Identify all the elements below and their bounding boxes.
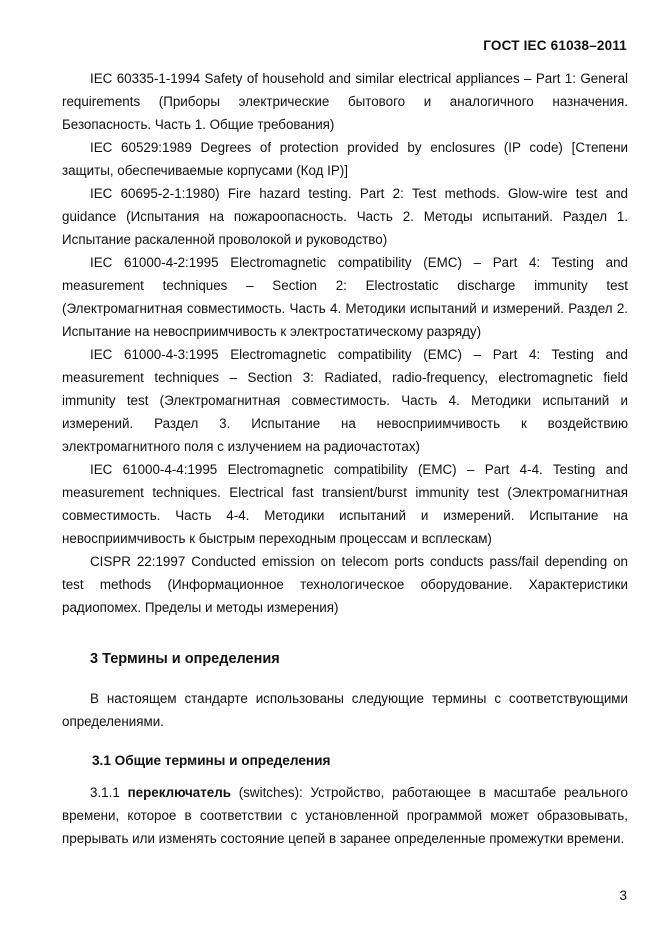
section-intro: В настоящем стандарте использованы следующие термины с соответствующими определениями. [62, 691, 628, 729]
term-number: 3.1.1 [90, 785, 128, 800]
page-number: 3 [619, 888, 627, 903]
document-body [62, 67, 628, 850]
document-header: ГОСТ IEC 61038–2011 [483, 38, 627, 53]
term-definition-text: (switches): Устройство, работающее в масштабе реального времени, которое в соответствии с установленной программой может образовывать, прерывать или изменять состояние цепей в заранее определенные промежутки времени. [62, 785, 628, 846]
reference-iec-60529: IEC 60529:1989 Degrees of protection provided by enclosures (IP code) [Степени защиты, обеспечиваемые корпусами (Код IP)] [62, 140, 628, 178]
reference-iec-60335: IEC 60335-1-1994 Safety of household and similar electrical appliances – Part 1: General requirements (Приборы электрические бытового и аналогичного назначения. Безопасность. Часть 1. Общие требования) [62, 71, 628, 132]
term-name: переключатель [127, 785, 231, 800]
reference-cispr-22: CISPR 22:1997 Conducted emission on telecom ports conducts pass/fail depending on test methods (Информационное технологическое оборудование. Характеристики радиопомех. Пределы и методы измерения) [62, 554, 628, 615]
reference-iec-61000-4-2: IEC 61000-4-2:1995 Electromagnetic compatibility (EMC) – Part 4: Testing and measurement techniques – Section 2: Electrostatic discharge immunity test (Электромагнитная совместимость. Часть 4. Методики испытаний и измерений. Раздел 2. Испытание на невосприимчивость к электростатическому разряду) [62, 255, 628, 339]
reference-iec-60695: IEC 60695-2-1:1980) Fire hazard testing. Part 2: Test methods. Glow-wire test and guidance (Испытания на пожароопасность. Часть 2. Методы испытаний. Раздел 1. Испытание раскаленной проволокой и руководство) [62, 186, 628, 247]
subsection-heading: 3.1 Общие термины и определения [92, 753, 331, 768]
section-heading: 3 Термины и определения [90, 651, 280, 667]
reference-iec-61000-4-3: IEC 61000-4-3:1995 Electromagnetic compatibility (EMC) – Part 4: Testing and measurement techniques – Section 3: Radiated, radio-frequency, electromagnetic field immunity test (Электромагнитная совместимость. Часть 4. Методики испытаний и измерений. Раздел 3. Испытание на невосприимчивость к воздействию электромагнитного поля с излучением на радиочастотах) [62, 347, 628, 454]
term-definition [62, 781, 628, 850]
reference-iec-61000-4-4: IEC 61000-4-4:1995 Electromagnetic compatibility (EMC) – Part 4-4. Testing and measurement techniques. Electrical fast transient/burst immunity test (Электромагнитная совместимость. Часть 4-4. Методики испытаний и измерений. Испытание на невосприимчивость к быстрым переходным процессам и всплескам) [62, 462, 628, 546]
